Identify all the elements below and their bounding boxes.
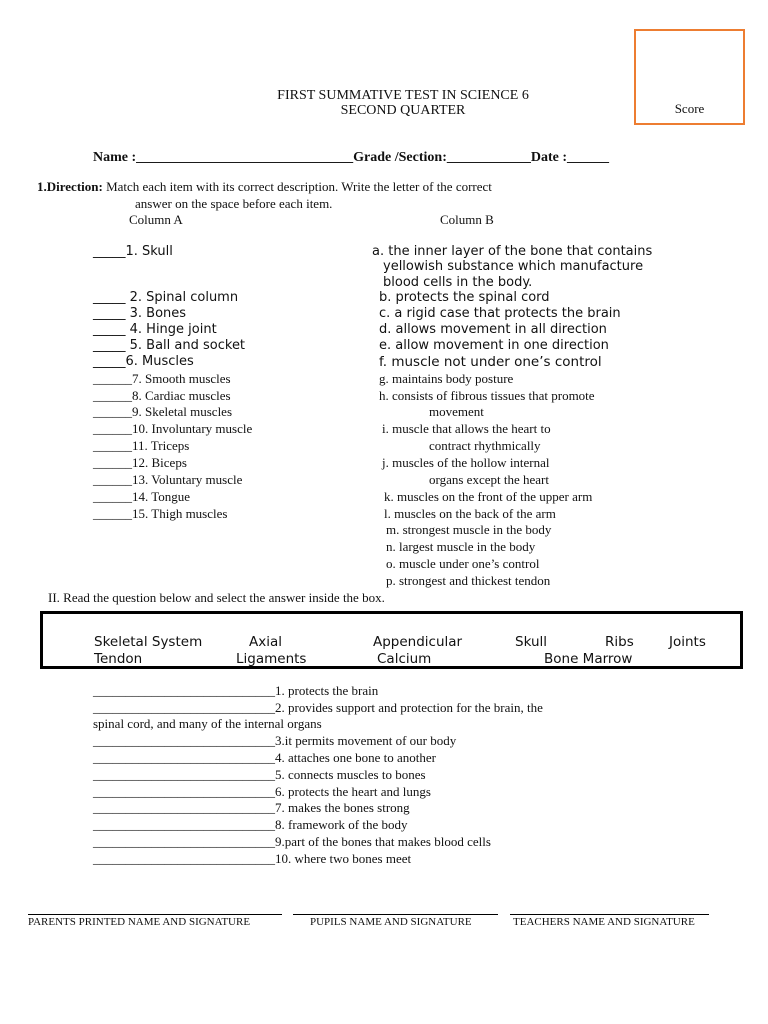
question-2[interactable]: ____________________________2. provides support and protection for the brain, the: [93, 700, 543, 715]
item-b-a: a. the inner layer of the bone that contains: [372, 244, 653, 259]
choice-axial: Axial: [249, 634, 282, 650]
item-b-f: f. muscle not under one’s control: [379, 354, 602, 370]
item-a-4[interactable]: _____ 4. Hinge joint: [93, 322, 217, 337]
item-a-11[interactable]: ______11. Triceps: [93, 438, 190, 453]
question-9[interactable]: ____________________________9.part of the bones that makes blood cells: [93, 834, 491, 849]
choice-appendicular: Appendicular: [373, 634, 463, 650]
word-bank-box: [40, 611, 743, 669]
item-a-15[interactable]: ______15. Thigh muscles: [93, 506, 228, 521]
item-a-2[interactable]: _____ 2. Spinal column: [93, 290, 239, 305]
item-b-j-cont: organs except the heart: [429, 472, 549, 487]
item-b-k: k. muscles on the front of the upper arm: [384, 489, 593, 504]
grade-label: Grade /Section:: [353, 150, 447, 165]
score-label: Score: [674, 101, 705, 116]
choice-ligaments: Ligaments: [236, 651, 307, 667]
item-b-c: c. a rigid case that protects the brain: [379, 306, 621, 321]
item-b-a-cont2: blood cells in the body.: [383, 275, 533, 290]
question-6[interactable]: ____________________________6. protects the heart and lungs: [93, 784, 431, 799]
item-b-g: g. maintains body posture: [379, 371, 514, 386]
choice-skull: Skull: [515, 634, 548, 650]
item-b-h: h. consists of fibrous tissues that promote: [379, 388, 595, 403]
question-5[interactable]: ____________________________5. connects muscles to bones: [93, 767, 426, 782]
direction-text-2: answer on the space before each item.: [135, 196, 333, 211]
choice-ribs: Ribs: [605, 634, 634, 650]
item-a-10[interactable]: ______10. Involuntary muscle: [93, 421, 253, 436]
item-b-p: p. strongest and thickest tendon: [386, 573, 551, 588]
item-a-9[interactable]: ______9. Skeletal muscles: [93, 404, 233, 419]
item-b-l: l. muscles on the back of the arm: [384, 506, 556, 521]
item-a-7[interactable]: ______7. Smooth muscles: [93, 371, 231, 386]
name-field[interactable]: [93, 150, 609, 166]
date-label: Date :: [530, 150, 568, 165]
teachers-signature-line[interactable]: [510, 914, 709, 915]
question-1[interactable]: ____________________________1. protects the brain: [93, 683, 379, 698]
item-b-m: m. strongest muscle in the body: [386, 522, 552, 537]
part2-direction: II. Read the question below and select the answer inside the box.: [48, 590, 385, 605]
item-b-n: n. largest muscle in the body: [386, 539, 536, 554]
choice-bone-marrow: Bone Marrow: [544, 651, 633, 667]
choice-joints: Joints: [669, 634, 706, 650]
item-b-b: b. protects the spinal cord: [379, 290, 550, 305]
item-a-3[interactable]: _____ 3. Bones: [93, 306, 187, 321]
choice-tendon: Tendon: [94, 651, 143, 667]
item-a-8[interactable]: ______8. Cardiac muscles: [93, 388, 231, 403]
item-a-1[interactable]: _____1. Skull: [93, 244, 173, 259]
direction-text-1: Match each item with its correct description. Write the letter of the correct: [102, 179, 492, 194]
test-subtitle: SECOND QUARTER: [340, 103, 466, 118]
item-b-o: o. muscle under one’s control: [386, 556, 540, 571]
grade-blank[interactable]: ____________: [446, 150, 531, 165]
item-b-j: j. muscles of the hollow internal: [382, 455, 550, 470]
choice-skeletal-system: Skeletal System: [94, 634, 203, 650]
part1-direction: [37, 179, 492, 195]
item-b-a-cont1: yellowish substance which manufacture: [383, 259, 644, 274]
parents-signature-label: PARENTS PRINTED NAME AND SIGNATURE: [28, 916, 251, 928]
parents-signature-line[interactable]: [28, 914, 282, 915]
column-a-heading: Column A: [129, 212, 183, 227]
item-b-h-cont: movement: [429, 404, 484, 419]
item-a-5[interactable]: _____ 5. Ball and socket: [93, 338, 246, 353]
pupils-signature-label: PUPILS NAME AND SIGNATURE: [310, 916, 472, 928]
direction-label: Direction:: [46, 179, 103, 194]
item-b-i: i. muscle that allows the heart to: [382, 421, 551, 436]
question-8[interactable]: ____________________________8. framework of the body: [93, 817, 408, 832]
score-box: [634, 29, 745, 125]
question-3[interactable]: ____________________________3.it permits movement of our body: [93, 733, 457, 748]
name-label: Name :: [93, 150, 137, 165]
name-blank[interactable]: _______________________________: [136, 150, 354, 165]
question-7[interactable]: ____________________________7. makes the bones strong: [93, 800, 410, 815]
teachers-signature-label: TEACHERS NAME AND SIGNATURE: [513, 916, 695, 928]
item-a-12[interactable]: ______12. Biceps: [93, 455, 187, 470]
question-10[interactable]: ____________________________10. where two bones meet: [93, 851, 412, 866]
item-a-6[interactable]: _____6. Muscles: [93, 354, 194, 369]
question-4[interactable]: ____________________________4. attaches one bone to another: [93, 750, 436, 765]
date-blank[interactable]: ______: [567, 150, 610, 165]
item-b-e: e. allow movement in one direction: [379, 338, 609, 353]
part1-number: 1.: [37, 179, 47, 194]
column-b-heading: Column B: [440, 212, 494, 227]
question-2-continuation: spinal cord, and many of the internal organs: [93, 716, 322, 731]
test-title: FIRST SUMMATIVE TEST IN SCIENCE 6: [277, 88, 529, 103]
pupils-signature-line[interactable]: [293, 914, 498, 915]
choice-calcium: Calcium: [377, 651, 432, 667]
item-a-14[interactable]: ______14. Tongue: [93, 489, 191, 504]
item-b-i-cont: contract rhythmically: [429, 438, 541, 453]
item-b-d: d. allows movement in all direction: [379, 322, 607, 337]
item-a-13[interactable]: ______13. Voluntary muscle: [93, 472, 243, 487]
